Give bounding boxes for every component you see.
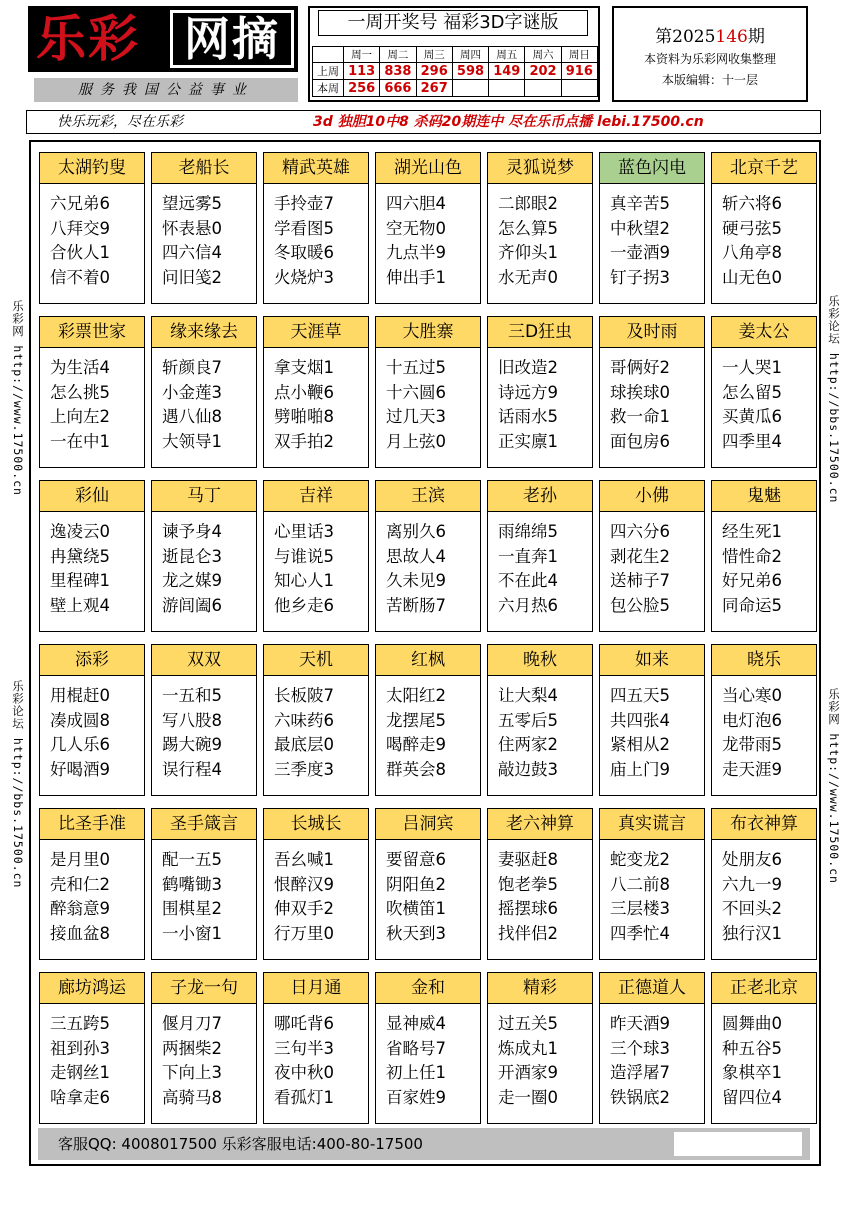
card-title: 太湖钓叟 [40,153,144,184]
card-title: 老六神算 [488,809,592,840]
riddle-line: 过五关5 [498,1014,558,1033]
riddle-line: 紧相从2 [610,735,670,754]
riddle-line: 夜中秋0 [274,1063,334,1082]
riddle-line: 昨天酒9 [610,1014,670,1033]
riddle-line: 走一圈0 [498,1087,558,1107]
riddle-line: 敲边鼓3 [498,759,558,779]
riddle-line: 下向上3 [162,1063,222,1082]
riddle-card [711,480,817,632]
card-title: 天涯草 [264,317,368,348]
riddle-line: 手拎壶7 [274,194,334,213]
card-title: 晓乐 [712,645,816,676]
riddle-line: 吹横笛1 [386,899,446,918]
riddle-line: 住两家2 [498,735,558,754]
riddle-line: 蛇变龙2 [610,850,670,869]
riddle-line: 他乡走6 [274,595,334,615]
card-title: 鬼魅 [712,481,816,512]
riddle-line: 庙上门9 [610,759,670,779]
riddle-line: 伸出手1 [386,267,446,287]
riddle-line: 偃月刀7 [162,1014,222,1033]
riddle-line: 找伴侣2 [498,923,558,943]
draw-table [312,46,598,97]
riddle-line: 一直奔1 [498,546,558,566]
riddle-line: 一小窗1 [162,923,222,943]
riddle-line: 球挨球0 [610,382,670,402]
riddle-line: 凑成圆8 [50,710,110,730]
riddle-line: 啥拿走6 [50,1087,110,1107]
riddle-line: 送柿子7 [610,571,670,590]
riddle-line: 离别久6 [386,522,446,541]
riddle-line: 四六分6 [610,522,670,541]
riddle-line: 走天涯9 [722,759,782,779]
riddle-line: 龙之媒9 [162,571,222,590]
riddle-line: 看孤灯1 [274,1087,334,1107]
riddle-line: 九点半9 [386,243,446,262]
riddle-line: 圆舞曲0 [722,1014,782,1033]
card-title: 长城长 [264,809,368,840]
riddle-line: 喝醉走9 [386,735,446,754]
riddle-line: 惜性命2 [722,546,782,566]
last-week-number: 113 [344,63,380,80]
last-week-number: 916 [561,63,597,80]
riddle-line: 六九一9 [722,874,782,894]
riddle-line: 雨绵绵5 [498,522,558,541]
riddle-card [151,808,257,960]
logo [28,6,298,72]
card-title: 如来 [600,645,704,676]
riddle-card [599,808,705,960]
riddle-card [599,316,705,468]
card-title: 彩票世家 [40,317,144,348]
card-title: 精彩 [488,973,592,1004]
riddle-line: 配一五5 [162,850,222,869]
riddle-card [375,808,481,960]
card-title: 天机 [264,645,368,676]
riddle-card [263,152,369,304]
riddle-line: 恨醉汉9 [274,874,334,894]
promo-left: 快乐玩彩，尽在乐彩 [57,114,183,130]
riddle-line: 同命运5 [722,595,782,615]
this-week-number [452,80,488,97]
riddle-line: 信不着0 [50,267,110,287]
side-left-top: 乐彩网 http://www.17500.cn [11,300,25,496]
weekday-header: 周四 [452,47,488,63]
card-title: 添彩 [40,645,144,676]
riddle-line: 山无色0 [722,267,782,287]
riddle-card [151,480,257,632]
riddle-line: 齐仰头1 [498,243,558,262]
riddle-line: 百家姓9 [386,1087,446,1107]
riddle-card [711,808,817,960]
card-title: 真实谎言 [600,809,704,840]
riddle-card [39,480,145,632]
riddle-line: 十五过5 [386,358,446,377]
riddle-line: 处朋友6 [722,850,782,869]
riddle-card [151,152,257,304]
riddle-line: 是月里0 [50,850,110,869]
riddle-line: 龙摆尾5 [386,710,446,730]
riddle-line: 八拜交9 [50,218,110,238]
riddle-line: 面包房6 [610,431,670,451]
riddle-line: 谏予身4 [162,522,222,541]
riddle-line: 苦断肠7 [386,595,446,615]
editor-note: 本版编辑：十一层 [661,73,758,87]
logo-text-b: 网摘 [170,10,294,68]
riddle-card [151,972,257,1124]
riddle-line: 怎么挑5 [50,382,110,402]
riddle-line: 与谁说5 [274,546,334,566]
promo-right[interactable]: 3d 独胆10中8 杀码20期连中 尽在乐币点播 lebi.17500.cn [313,114,704,130]
riddle-line: 逸凌云0 [50,522,110,541]
card-title: 布衣神算 [712,809,816,840]
riddle-card [711,152,817,304]
riddle-line: 空无物0 [386,218,446,238]
card-title: 精武英雄 [264,153,368,184]
riddle-line: 点小鞭6 [274,382,334,402]
riddle-line: 火烧炉3 [274,267,334,287]
riddle-line: 铁锅底2 [610,1087,670,1107]
riddle-line: 三层楼3 [610,899,670,918]
card-title: 小佛 [600,481,704,512]
riddle-line: 包公脸5 [610,595,670,615]
riddle-line: 合伙人1 [50,243,110,262]
card-title: 姜太公 [712,317,816,348]
riddle-line: 五零后5 [498,710,558,730]
riddle-line: 一在中1 [50,431,110,451]
riddle-line: 三句半3 [274,1038,334,1058]
riddle-line: 学看图5 [274,218,334,238]
riddle-card [375,316,481,468]
riddle-line: 钉子拐3 [610,267,670,287]
weekday-header: 周日 [561,47,597,63]
promo-bar [26,110,821,134]
card-title: 正老北京 [712,973,816,1004]
riddle-line: 救一命1 [610,407,670,426]
riddle-line: 知心人1 [274,571,334,590]
riddle-line: 为生活4 [50,358,110,377]
footer-blank [674,1132,802,1156]
riddle-line: 正实廪1 [498,431,558,451]
riddle-line: 饱老拳5 [498,874,558,894]
issue-suffix: 期 [747,27,765,47]
riddle-line: 十六圆6 [386,382,446,402]
riddle-line: 八二前8 [610,874,670,894]
riddle-line: 过几天3 [386,407,446,426]
riddle-line: 里程碑1 [50,571,110,590]
riddle-line: 四六信4 [162,243,222,262]
issue-prefix: 第2025 [655,27,716,47]
riddle-card [375,152,481,304]
riddle-line: 当心寒0 [722,686,782,705]
draw-title: 一周开奖号 福彩3D字谜版 [318,10,588,36]
card-title: 大胜寨 [376,317,480,348]
riddle-line: 问旧笺2 [162,267,222,287]
riddle-line: 炼成丸1 [498,1038,558,1058]
riddle-line: 写八股8 [162,710,222,730]
riddle-line: 冉黛绕5 [50,546,110,566]
riddle-line: 久未见9 [386,571,446,590]
weekday-header: 周一 [344,47,380,63]
riddle-line: 不在此4 [498,571,558,590]
card-title: 老孙 [488,481,592,512]
riddle-line: 游闾阖6 [162,595,222,615]
riddle-line: 不回头2 [722,899,782,918]
riddle-line: 留四位4 [722,1087,782,1107]
this-week-number: 256 [344,80,380,97]
card-title: 灵狐说梦 [488,153,592,184]
riddle-card [711,644,817,796]
riddle-line: 一五和5 [162,686,222,705]
riddle-line: 怀表悬0 [162,218,222,238]
collect-note: 本资料为乐彩网收集整理 [643,52,776,66]
riddle-card [487,480,593,632]
riddle-card [263,644,369,796]
footer-bar [38,1128,810,1160]
riddle-line: 一人哭1 [722,358,782,377]
card-title: 北京千艺 [712,153,816,184]
riddle-line: 四五天5 [610,686,670,705]
riddle-line: 斩六将6 [722,194,782,213]
riddle-card [711,972,817,1124]
riddle-line: 显神威4 [386,1014,446,1033]
riddle-line: 哥俩好2 [610,358,670,377]
riddle-line: 壳和仁2 [50,874,110,894]
riddle-line: 走钢丝1 [50,1063,110,1082]
riddle-line: 开酒家9 [498,1063,558,1082]
riddle-line: 旧改造2 [498,358,558,377]
card-title: 圣手箴言 [152,809,256,840]
riddle-line: 遇八仙8 [162,407,222,426]
last-week-number: 838 [380,63,416,80]
riddle-card [599,644,705,796]
riddle-card [39,152,145,304]
card-title: 正德道人 [600,973,704,1004]
weekday-header: 周三 [416,47,452,63]
riddle-line: 让大梨4 [498,686,558,705]
riddle-line: 怎么留5 [722,382,782,402]
riddle-line: 真辛苦5 [610,194,670,213]
card-title: 缘来缘去 [152,317,256,348]
riddle-card [487,152,593,304]
riddle-line: 三个球3 [610,1038,670,1058]
riddle-line: 最底层0 [274,735,334,754]
riddle-line: 两捆柴2 [162,1038,222,1058]
riddle-line: 斩颜良7 [162,358,222,377]
riddle-line: 妻驱赶8 [498,850,558,869]
riddle-line: 伸双手2 [274,899,334,918]
riddle-line: 劈啪啪8 [274,407,334,426]
riddle-card [263,808,369,960]
riddle-line: 阴阳鱼2 [386,874,446,894]
last-week-number: 598 [452,63,488,80]
riddle-line: 六味药6 [274,710,334,730]
this-week-label: 本周 [313,80,344,97]
riddle-line: 哪吒背6 [274,1014,334,1033]
riddle-line: 种五谷5 [722,1038,782,1058]
riddle-line: 造浮屠7 [610,1063,670,1082]
riddle-line: 接血盆8 [50,923,110,943]
this-week-number [489,80,525,97]
riddle-line: 电灯泡6 [722,710,782,730]
card-title: 蓝色闪电 [600,153,704,184]
riddle-line: 祖到孙3 [50,1038,110,1058]
this-week-number: 666 [380,80,416,97]
riddle-line: 一壶酒9 [610,243,670,262]
this-week-number [561,80,597,97]
riddle-line: 三五跨5 [50,1014,110,1033]
riddle-line: 行万里0 [274,923,334,943]
riddle-line: 中秋望2 [610,218,670,238]
riddle-line: 吾幺喊1 [274,850,334,869]
riddle-card [375,480,481,632]
card-title: 日月通 [264,973,368,1004]
riddle-card [711,316,817,468]
riddle-card [39,316,145,468]
weekday-header: 周二 [380,47,416,63]
riddle-line: 摇摆球6 [498,899,558,918]
riddle-line: 长板陂7 [274,686,334,705]
riddle-line: 思故人4 [386,546,446,566]
slogan: 服务我国公益事业 [34,78,298,102]
card-title: 红枫 [376,645,480,676]
riddle-line: 壁上观4 [50,595,110,615]
this-week-number [525,80,561,97]
card-title: 晚秋 [488,645,592,676]
riddle-line: 初上任1 [386,1063,446,1082]
riddle-line: 踢大碗9 [162,735,222,754]
riddle-line: 八角亭8 [722,243,782,262]
card-title: 比圣手准 [40,809,144,840]
riddle-line: 六兄弟6 [50,194,110,213]
card-title: 金和 [376,973,480,1004]
riddle-line: 心里话3 [274,522,334,541]
card-title: 马丁 [152,481,256,512]
riddle-line: 四季忙4 [610,923,670,943]
riddle-line: 话雨水5 [498,407,558,426]
riddle-grid [29,140,821,1166]
riddle-card [263,316,369,468]
last-week-number: 202 [525,63,561,80]
riddle-line: 四季里4 [722,431,782,451]
riddle-line: 双手拍2 [274,431,334,451]
card-title: 吉祥 [264,481,368,512]
riddle-card [151,644,257,796]
last-week-number: 149 [489,63,525,80]
riddle-card [39,808,145,960]
riddle-line: 鹤嘴锄3 [162,874,222,894]
side-right-top: 乐彩论坛 http://bbs.17500.cn [827,295,841,504]
riddle-card [263,972,369,1124]
riddle-line: 三季度3 [274,759,334,779]
riddle-line: 好喝酒9 [50,759,110,779]
riddle-card [487,644,593,796]
riddle-line: 水无声0 [498,267,558,287]
riddle-line: 剥花生2 [610,546,670,566]
riddle-line: 要留意6 [386,850,446,869]
riddle-card [599,480,705,632]
this-week-number: 267 [416,80,452,97]
riddle-line: 逝昆仑3 [162,546,222,566]
card-title: 王滨 [376,481,480,512]
riddle-line: 象棋卒1 [722,1063,782,1082]
riddle-line: 用棍赶0 [50,686,110,705]
riddle-card [599,152,705,304]
riddle-line: 几人乐6 [50,735,110,754]
weekday-header: 周五 [489,47,525,63]
riddle-line: 买黄瓜6 [722,407,782,426]
riddle-card [375,972,481,1124]
riddle-card [375,644,481,796]
riddle-card [263,480,369,632]
riddle-line: 上向左2 [50,407,110,426]
riddle-line: 冬取暖6 [274,243,334,262]
issue-num: 146 [715,27,748,47]
card-title: 吕洞宾 [376,809,480,840]
footer-text: 客服QQ: 4008017500 乐彩客服电话:400-80-17500 [58,1135,423,1153]
riddle-line: 小金莲3 [162,382,222,402]
riddle-card [599,972,705,1124]
card-title: 湖光山色 [376,153,480,184]
side-right-bottom: 乐彩网 http://www.17500.cn [827,688,841,884]
riddle-card [487,808,593,960]
riddle-line: 省略号7 [386,1038,446,1058]
riddle-card [487,972,593,1124]
side-left-bottom: 乐彩论坛 http://bbs.17500.cn [11,680,25,889]
last-week-number: 296 [416,63,452,80]
card-title: 廊坊鸿运 [40,973,144,1004]
riddle-line: 望远雾5 [162,194,222,213]
riddle-line: 怎么算5 [498,218,558,238]
riddle-line: 秋天到3 [386,923,446,943]
last-week-label: 上周 [313,63,344,80]
riddle-line: 诗远方9 [498,382,558,402]
riddle-card [487,316,593,468]
riddle-line: 四六胆4 [386,194,446,213]
card-title: 双双 [152,645,256,676]
riddle-line: 六月热6 [498,595,558,615]
riddle-line: 群英会8 [386,759,446,779]
riddle-line: 高骑马8 [162,1087,222,1107]
logo-text-a: 乐彩 [36,9,140,68]
card-title: 三D狂虫 [488,317,592,348]
riddle-card [39,972,145,1124]
riddle-line: 太阳红2 [386,686,446,705]
riddle-line: 好兄弟6 [722,571,782,590]
riddle-card [151,316,257,468]
riddle-line: 月上弦0 [386,431,446,451]
weekday-header: 周六 [525,47,561,63]
card-title: 及时雨 [600,317,704,348]
riddle-line: 龙带雨5 [722,735,782,754]
riddle-card [39,644,145,796]
riddle-line: 醉翁意9 [50,899,110,918]
riddle-line: 独行汉1 [722,923,782,943]
riddle-line: 围棋星2 [162,899,222,918]
riddle-line: 大领导1 [162,431,222,451]
riddle-line: 经生死1 [722,522,782,541]
riddle-line: 共四张4 [610,710,670,730]
riddle-line: 二郎眼2 [498,194,558,213]
card-title: 彩仙 [40,481,144,512]
issue-number [612,22,808,47]
card-title: 子龙一句 [152,973,256,1004]
card-title: 老船长 [152,153,256,184]
riddle-line: 误行程4 [162,759,222,779]
riddle-line: 拿支烟1 [274,358,334,377]
riddle-line: 硬弓弦5 [722,218,782,238]
